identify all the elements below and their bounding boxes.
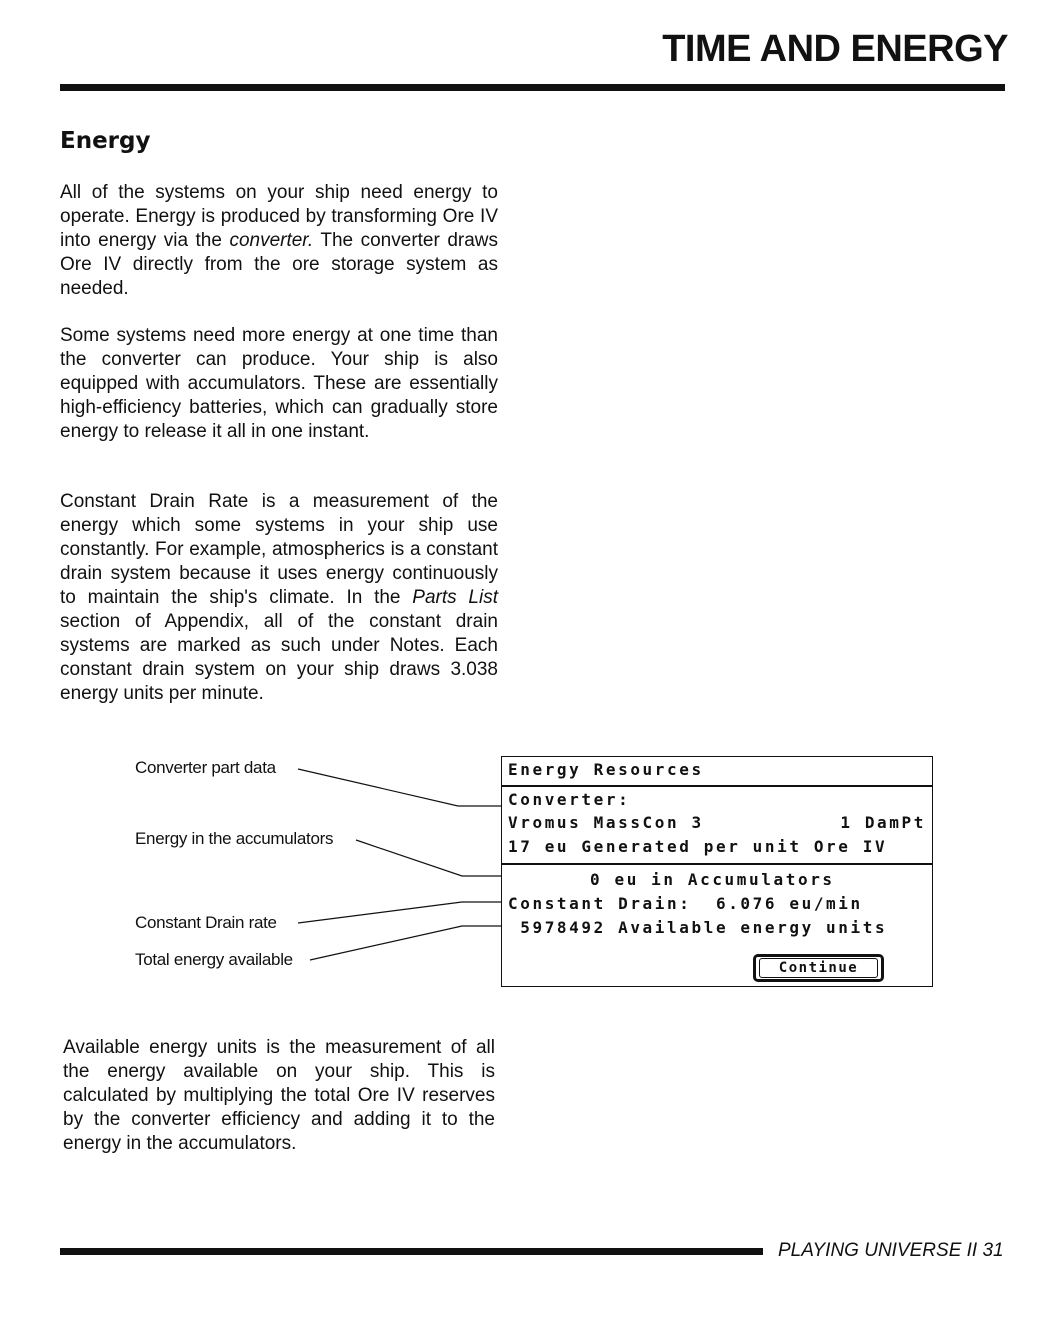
paragraph-text: Constant Drain Rate is a measurement of the energy which some systems in your ship use constantly. For example, atmospherics is a constant drain system because it uses energy continuously to maintain the ship's climate. In the [60,491,498,608]
paragraph-energy-intro [60,181,498,301]
energy-resources-window [501,756,933,987]
separator [502,785,932,787]
footer-page-label: PLAYING UNIVERSE II 31 [778,1240,1004,1261]
converter-rate: 17 eu Generated per unit Ore IV [508,837,888,856]
leader-line-total [310,926,514,960]
section-heading: Energy [60,128,151,154]
available-energy-value: 5978492 Available energy units [508,918,888,937]
paragraph-text: All of the systems on your ship need energy to operate. Energy is produced by transforming Ore IV into energy via the [60,182,498,251]
paragraph-text: section of Appendix, all of the constant drain systems are marked as such under Notes. Each constant drain system on your ship draws 3.038 energy units per minute. [60,611,498,704]
header-rule [60,84,1005,91]
paragraph-emphasis: converter. [229,230,314,251]
continue-button[interactable] [753,954,884,982]
converter-name: Vromus MassCon 3 [508,813,704,832]
constant-drain-value: Constant Drain: 6.076 eu/min [508,894,863,913]
callout-total-label: Total energy available [135,950,293,969]
converter-heading: Converter: [508,790,631,809]
page-title: TIME AND ENERGY [662,28,1008,70]
leader-line-drain [298,902,506,923]
converter-info-row [508,813,926,832]
callout-drain-label: Constant Drain rate [135,913,277,932]
separator [502,863,932,865]
paragraph-emphasis: Parts List [412,587,498,608]
paragraph-available-energy: Available energy units is the measurement of all the energy available on your ship. This is calculated by multiplying the total Ore IV reserves by the converter efficiency and adding it to the energy in the accumulators. [63,1037,495,1154]
window-title: Energy Resources [508,760,704,779]
footer-rule [60,1248,763,1255]
callout-converter-label: Converter part data [135,758,276,777]
callout-accumulators-label: Energy in the accumulators [135,829,334,848]
converter-damage: 1 DamPt [840,813,926,832]
accumulators-value: 0 eu in Accumulators [590,870,835,889]
leader-line-converter [298,769,506,806]
paragraph-text: The converter draws Ore IV directly from the ore storage system as needed. [60,230,498,299]
paragraph-constant-drain [60,490,498,706]
continue-button-label: Continue [759,958,878,978]
paragraph-accumulators: Some systems need more energy at one time than the converter can produce. Your ship is also equipped with accumulators. These are essentially high-efficiency batteries, which can gradually store energy to release it all in one instant. [60,325,498,442]
